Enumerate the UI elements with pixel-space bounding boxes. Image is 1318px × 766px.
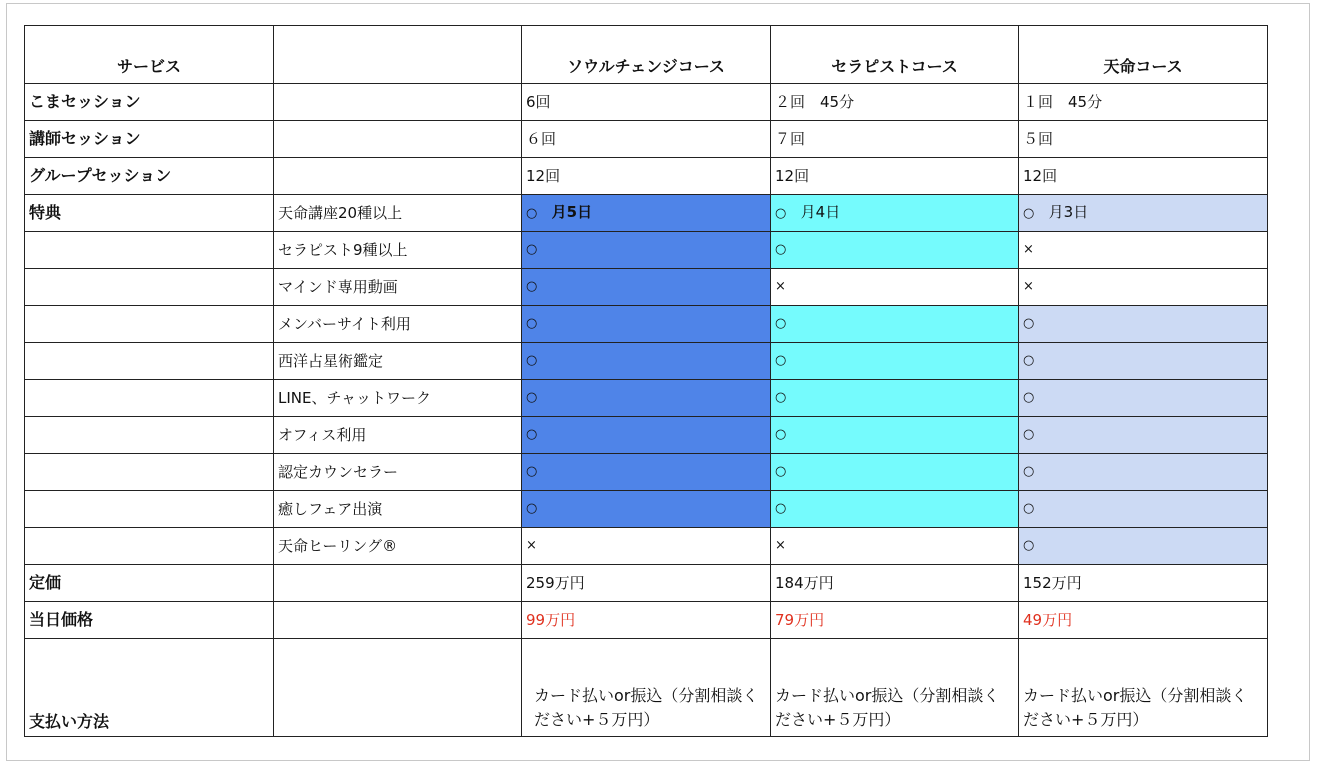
cell-col3[interactable]: ○ (1019, 306, 1268, 343)
sale-price-col2[interactable]: 79万円 (771, 602, 1019, 639)
cell-col2[interactable]: ○ (771, 491, 1019, 528)
benefit-name[interactable]: セラピスト9種以上 (274, 232, 522, 269)
price-row (25, 565, 1268, 602)
row-sub[interactable] (274, 158, 522, 195)
table-row (25, 158, 1268, 195)
benefit-frequency: 月4日 (800, 203, 841, 221)
benefit-name[interactable]: オフィス利用 (274, 417, 522, 454)
header-blank[interactable] (274, 26, 522, 84)
header-course-therapist[interactable]: セラピストコース (771, 26, 1019, 84)
benefit-row (25, 343, 1268, 380)
benefit-name[interactable]: 天命ヒーリング® (274, 528, 522, 565)
benefit-name[interactable]: 西洋占星術鑑定 (274, 343, 522, 380)
cell-col2[interactable]: ○ (771, 232, 1019, 269)
cell-col3[interactable]: １回 45分 (1019, 84, 1268, 121)
payment-col1[interactable] (522, 639, 771, 737)
cell-col1[interactable] (522, 195, 771, 232)
row-sub[interactable] (274, 121, 522, 158)
benefit-name[interactable]: 天命講座20種以上 (274, 195, 522, 232)
cell-col3[interactable]: × (1019, 269, 1268, 306)
header-row (25, 26, 1268, 84)
price-label[interactable]: 定価 (25, 565, 274, 602)
header-course-tenmei[interactable]: 天命コース (1019, 26, 1268, 84)
row-label-empty[interactable] (25, 417, 274, 454)
cell-col1[interactable]: ６回 (522, 121, 771, 158)
row-label[interactable]: こまセッション (25, 84, 274, 121)
benefit-row (25, 417, 1268, 454)
cell-col3[interactable]: ○ (1019, 491, 1268, 528)
price-col1[interactable]: 259万円 (522, 565, 771, 602)
cell-col1[interactable]: ○ (522, 269, 771, 306)
row-label-empty[interactable] (25, 232, 274, 269)
cell-col1[interactable]: ○ (522, 417, 771, 454)
cell-col2[interactable]: ○ (771, 343, 1019, 380)
cell-col3[interactable]: ○ (1019, 417, 1268, 454)
benefit-name[interactable]: 認定カウンセラー (274, 454, 522, 491)
circle-mark: ○ (526, 206, 538, 221)
circle-mark: ○ (775, 206, 787, 221)
benefit-row (25, 269, 1268, 306)
price-col3[interactable]: 152万円 (1019, 565, 1268, 602)
cell-col3[interactable]: ○ (1019, 380, 1268, 417)
circle-mark: ○ (1023, 206, 1035, 221)
cell-col3[interactable]: ○ (1019, 528, 1268, 565)
row-label-empty[interactable] (25, 491, 274, 528)
payment-row (25, 639, 1268, 737)
cell-col2[interactable]: ○ (771, 417, 1019, 454)
cell-col3[interactable]: ５回 (1019, 121, 1268, 158)
sale-price-col3[interactable]: 49万円 (1019, 602, 1268, 639)
cell-col1[interactable]: ○ (522, 454, 771, 491)
benefit-name[interactable]: メンバーサイト利用 (274, 306, 522, 343)
benefit-name[interactable]: 癒しフェア出演 (274, 491, 522, 528)
benefit-row (25, 306, 1268, 343)
payment-label[interactable]: 支払い方法 (25, 639, 274, 737)
payment-col3[interactable] (1019, 639, 1268, 737)
sale-price-row (25, 602, 1268, 639)
table-row (25, 121, 1268, 158)
row-label-empty[interactable] (25, 343, 274, 380)
header-course-soulchange[interactable]: ソウルチェンジコース (522, 26, 771, 84)
cell-col2[interactable]: ２回 45分 (771, 84, 1019, 121)
cell-col3[interactable]: 12回 (1019, 158, 1268, 195)
benefit-row (25, 454, 1268, 491)
course-comparison-table (24, 25, 1268, 737)
sale-price-col1[interactable]: 99万円 (522, 602, 771, 639)
benefit-name[interactable]: マインド専用動画 (274, 269, 522, 306)
benefit-row (25, 528, 1268, 565)
cell-col2[interactable]: × (771, 528, 1019, 565)
cell-col1[interactable]: ○ (522, 380, 771, 417)
row-label[interactable]: 講師セッション (25, 121, 274, 158)
cell-col1[interactable]: × (522, 528, 771, 565)
cell-col2[interactable]: × (771, 269, 1019, 306)
row-sub[interactable] (274, 565, 522, 602)
cell-col1[interactable]: ○ (522, 491, 771, 528)
cell-col1[interactable]: ○ (522, 343, 771, 380)
cell-col2[interactable]: ○ (771, 454, 1019, 491)
cell-col3[interactable]: ○ (1019, 454, 1268, 491)
benefit-row (25, 232, 1268, 269)
benefit-row (25, 195, 1268, 232)
cell-col1[interactable]: 6回 (522, 84, 771, 121)
cell-col1[interactable]: ○ (522, 306, 771, 343)
price-col2[interactable]: 184万円 (771, 565, 1019, 602)
row-sub[interactable] (274, 639, 522, 737)
cell-col3[interactable]: ○ (1019, 343, 1268, 380)
cell-col2[interactable] (771, 195, 1019, 232)
row-label-empty[interactable] (25, 306, 274, 343)
row-label-empty[interactable] (25, 269, 274, 306)
row-label-empty[interactable] (25, 380, 274, 417)
payment-text: カード払いor振込（分割相談ください+５万円） (775, 686, 1000, 729)
cell-col1[interactable]: 12回 (522, 158, 771, 195)
cell-col2[interactable]: ○ (771, 380, 1019, 417)
cell-col2[interactable]: ７回 (771, 121, 1019, 158)
row-label-empty[interactable] (25, 454, 274, 491)
row-label[interactable]: グループセッション (25, 158, 274, 195)
payment-col2[interactable] (771, 639, 1019, 737)
benefit-frequency: 月5日 (551, 203, 593, 221)
cell-col1[interactable]: ○ (522, 232, 771, 269)
benefit-name[interactable]: LINE、チャットワーク (274, 380, 522, 417)
cell-col3[interactable] (1019, 195, 1268, 232)
cell-col2[interactable]: 12回 (771, 158, 1019, 195)
benefits-label[interactable]: 特典 (25, 195, 274, 232)
benefit-row (25, 380, 1268, 417)
table-row (25, 84, 1268, 121)
row-sub[interactable] (274, 84, 522, 121)
payment-text: カード払いor振込（分割相談ください+５万円） (534, 686, 759, 729)
benefit-frequency: 月3日 (1048, 203, 1089, 221)
header-service[interactable]: サービス (25, 26, 274, 84)
cell-col2[interactable]: ○ (771, 306, 1019, 343)
benefit-row (25, 491, 1268, 528)
sale-price-label[interactable]: 当日価格 (25, 602, 274, 639)
row-sub[interactable] (274, 602, 522, 639)
payment-text: カード払いor振込（分割相談ください+５万円） (1023, 686, 1248, 729)
row-label-empty[interactable] (25, 528, 274, 565)
cell-col3[interactable]: × (1019, 232, 1268, 269)
